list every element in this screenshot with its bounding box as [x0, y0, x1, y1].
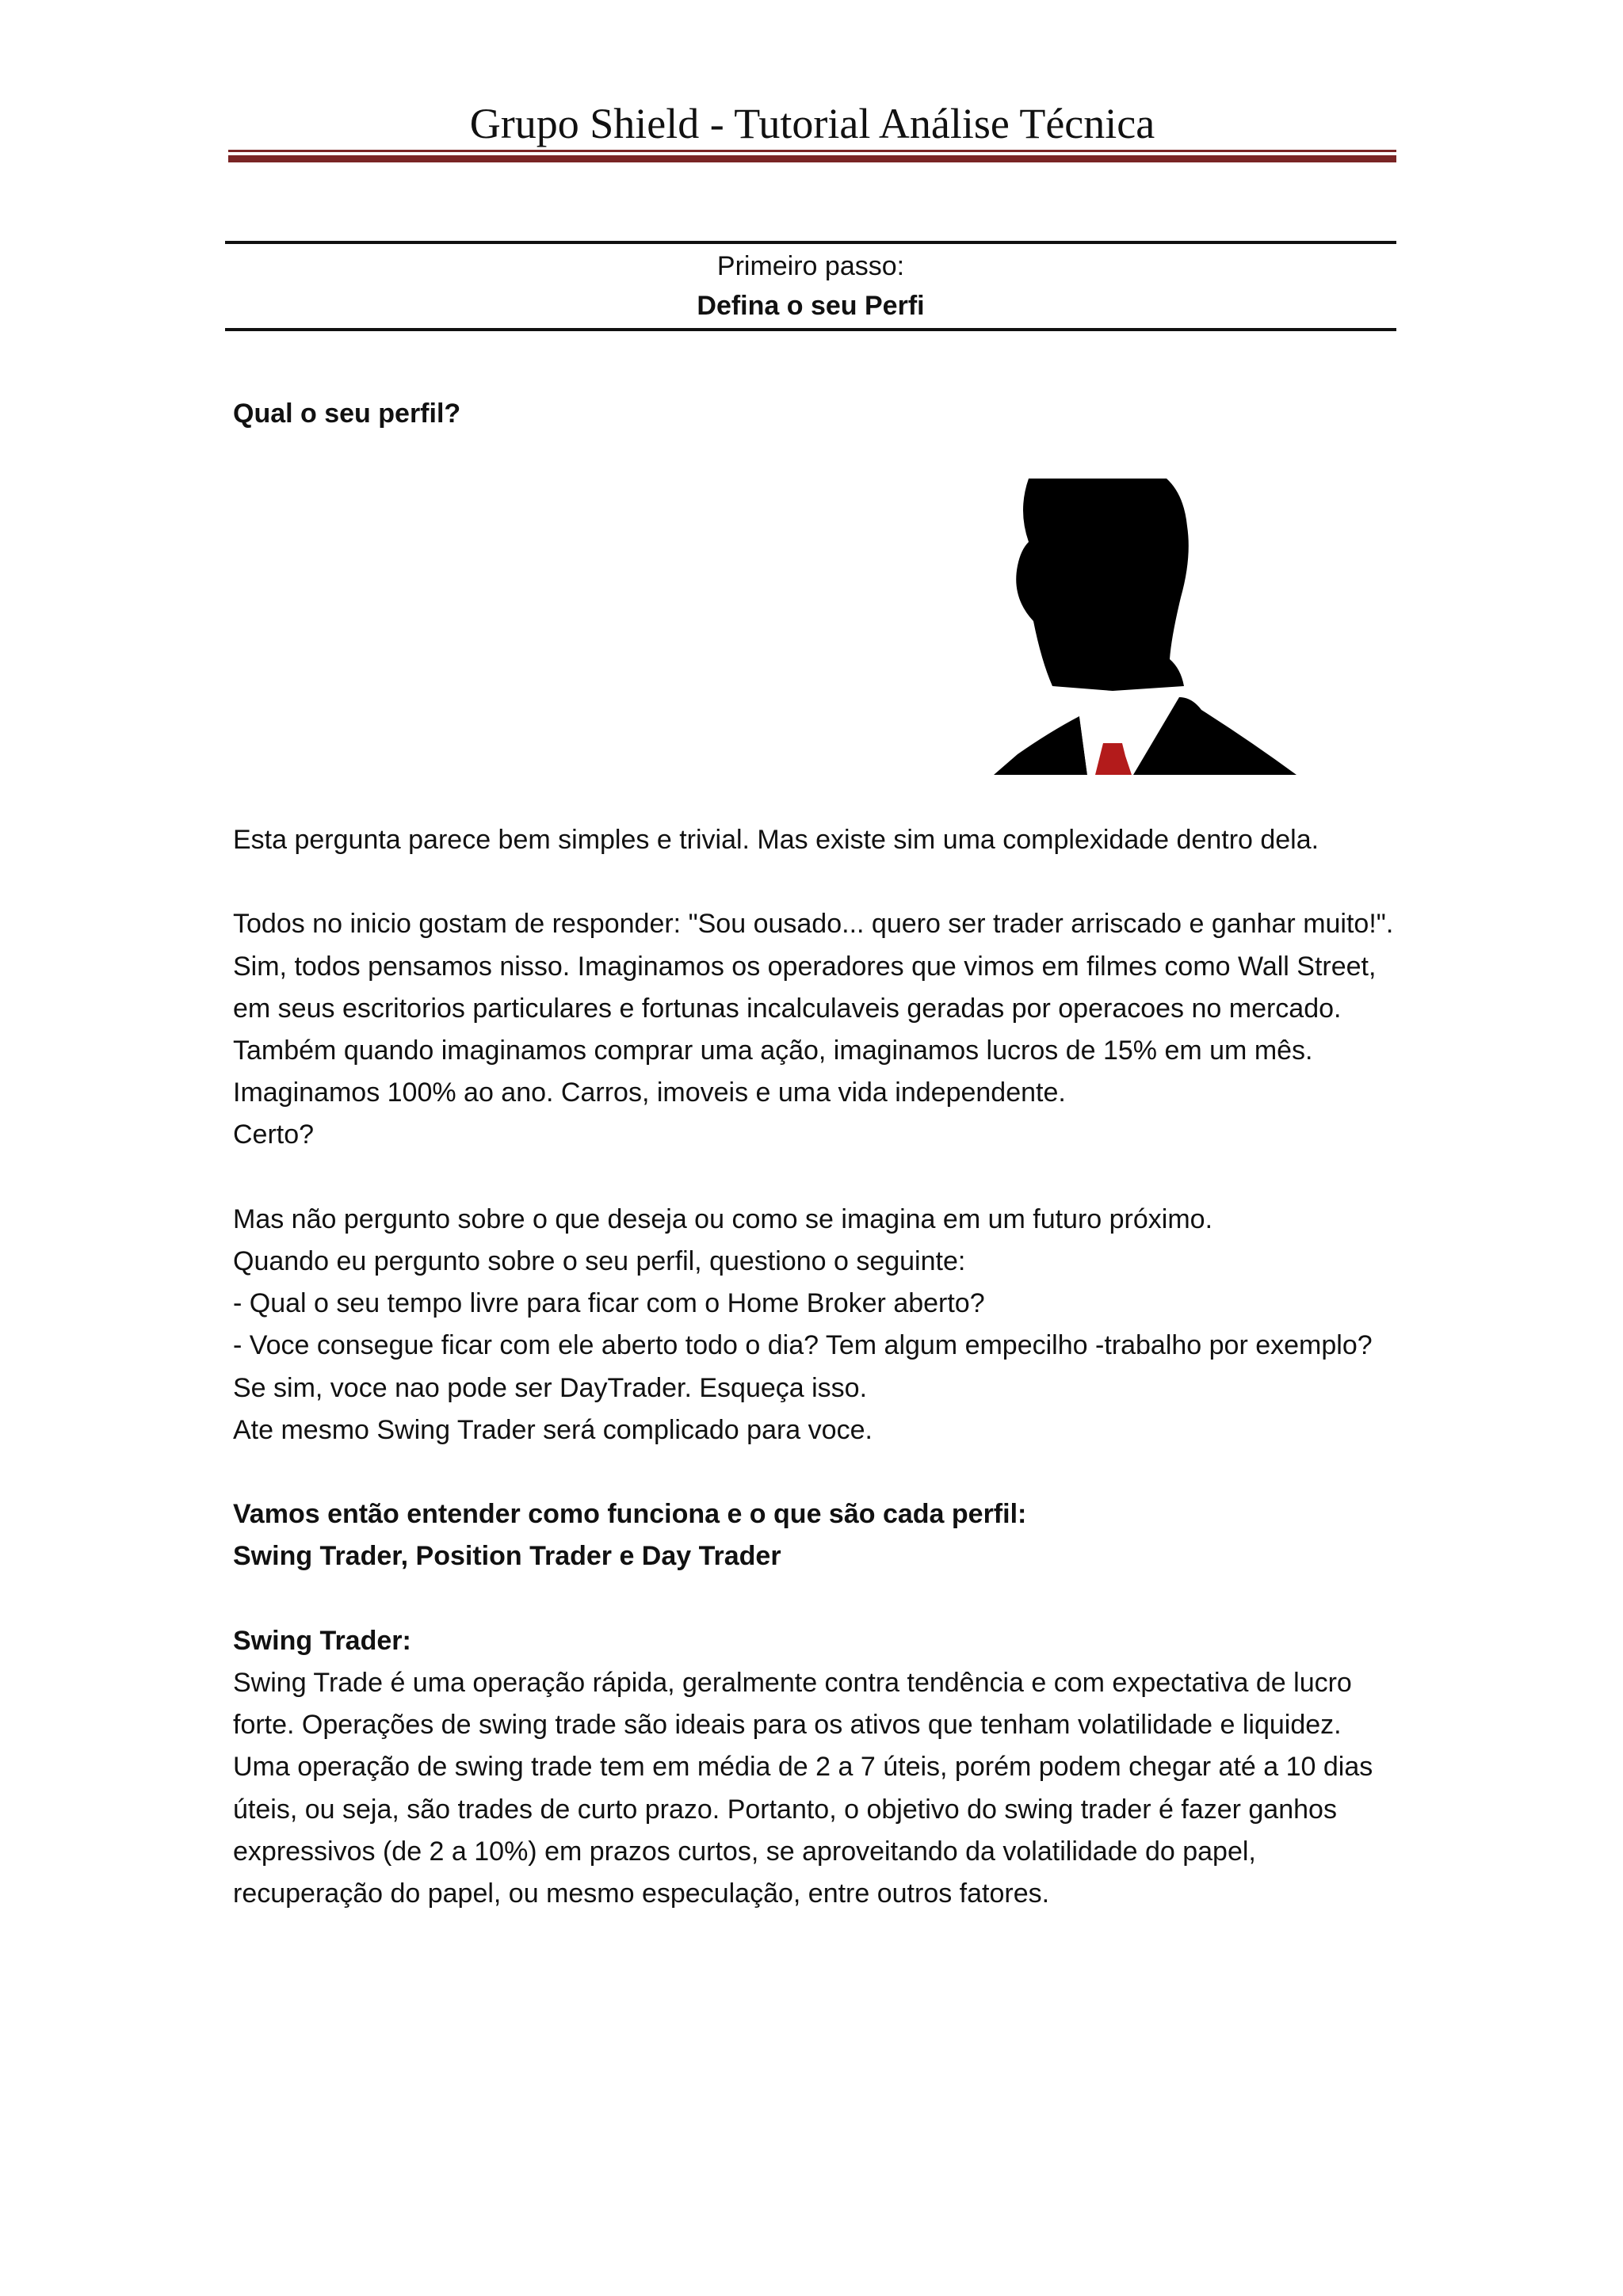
paragraph-line: - Qual o seu tempo livre para ficar com o Home Broker aberto? — [233, 1288, 985, 1319]
bold-heading-line: Vamos então entender como funciona e o que são cada perfil: — [233, 1499, 1027, 1530]
page-header — [228, 93, 1396, 154]
document-title: Grupo Shield - Tutorial Análise Técnica — [469, 100, 1155, 147]
paragraph-line: Sim, todos pensamos nisso. Imaginamos os operadores que vimos em filmes como Wall Street, em seus escritorios particulares e fortunas incalculaveis geradas por operacoes no mercado. — [233, 951, 1377, 1024]
paragraph-line: Também quando imaginamos comprar uma ação, imaginamos lucros de 15% em um mês. — [233, 1035, 1313, 1066]
paragraph-line: Imaginamos 100% ao ano. Carros, imoveis e uma vida independente. — [233, 1077, 1066, 1108]
paragraph-line: Se sim, voce nao pode ser DayTrader. Esqueça isso. — [233, 1372, 868, 1403]
header-divider-thin — [228, 150, 1396, 152]
step-box — [225, 241, 1396, 331]
paragraph-line: Quando eu pergunto sobre o seu perfil, questiono o seguinte: — [233, 1246, 966, 1276]
paragraph-line: Certo? — [233, 1119, 315, 1150]
section-question: Qual o seu perfil? — [233, 399, 461, 429]
step-label: Primeiro passo: — [716, 251, 905, 281]
paragraph-line: Ate mesmo Swing Trader será complicado para voce. — [233, 1414, 873, 1445]
paragraph-line: Todos no inicio gostam de responder: "Sou ousado... quero ser trader arriscado e ganhar muito!". — [233, 909, 1394, 940]
swing-trader-heading: Swing Trader: — [233, 1625, 411, 1656]
step-title: Defina o seu Perfi — [697, 291, 925, 321]
paragraph-intro: Esta pergunta parece bem simples e trivial. Mas existe sim uma complexidade dentro dela. — [233, 825, 1319, 855]
bold-heading-line: Swing Trader, Position Trader e Day Trader — [233, 1541, 781, 1572]
header-divider-thick — [228, 155, 1396, 162]
paragraph-line: - Voce consegue ficar com ele aberto todo o dia? Tem algum empecilho -trabalho por exemplo? — [233, 1330, 1373, 1361]
person-silhouette-icon — [994, 479, 1296, 775]
body-text — [233, 819, 1398, 1915]
paragraph-line: Mas não pergunto sobre o que deseja ou como se imagina em um futuro próximo. — [233, 1203, 1213, 1234]
swing-trader-paragraph: Swing Trade é uma operação rápida, geralmente contra tendência e com expectativa de lucro forte. Operações de swing trade são ideais para os ativos que tenham volatilidade e liquidez. Uma operação de swing trade tem em média de 2 a 7 úteis, porém podem chegar até a 10 dias úteis, ou seja, são trades de curto prazo. Portanto, o objetivo do swing trader é fazer ganhos expressivos (de 2 a 10%) em prazos curtos, se aproveitando da volatilidade do papel, recuperação do papel, ou mesmo especulação, entre outros fatores. — [233, 1668, 1373, 1909]
